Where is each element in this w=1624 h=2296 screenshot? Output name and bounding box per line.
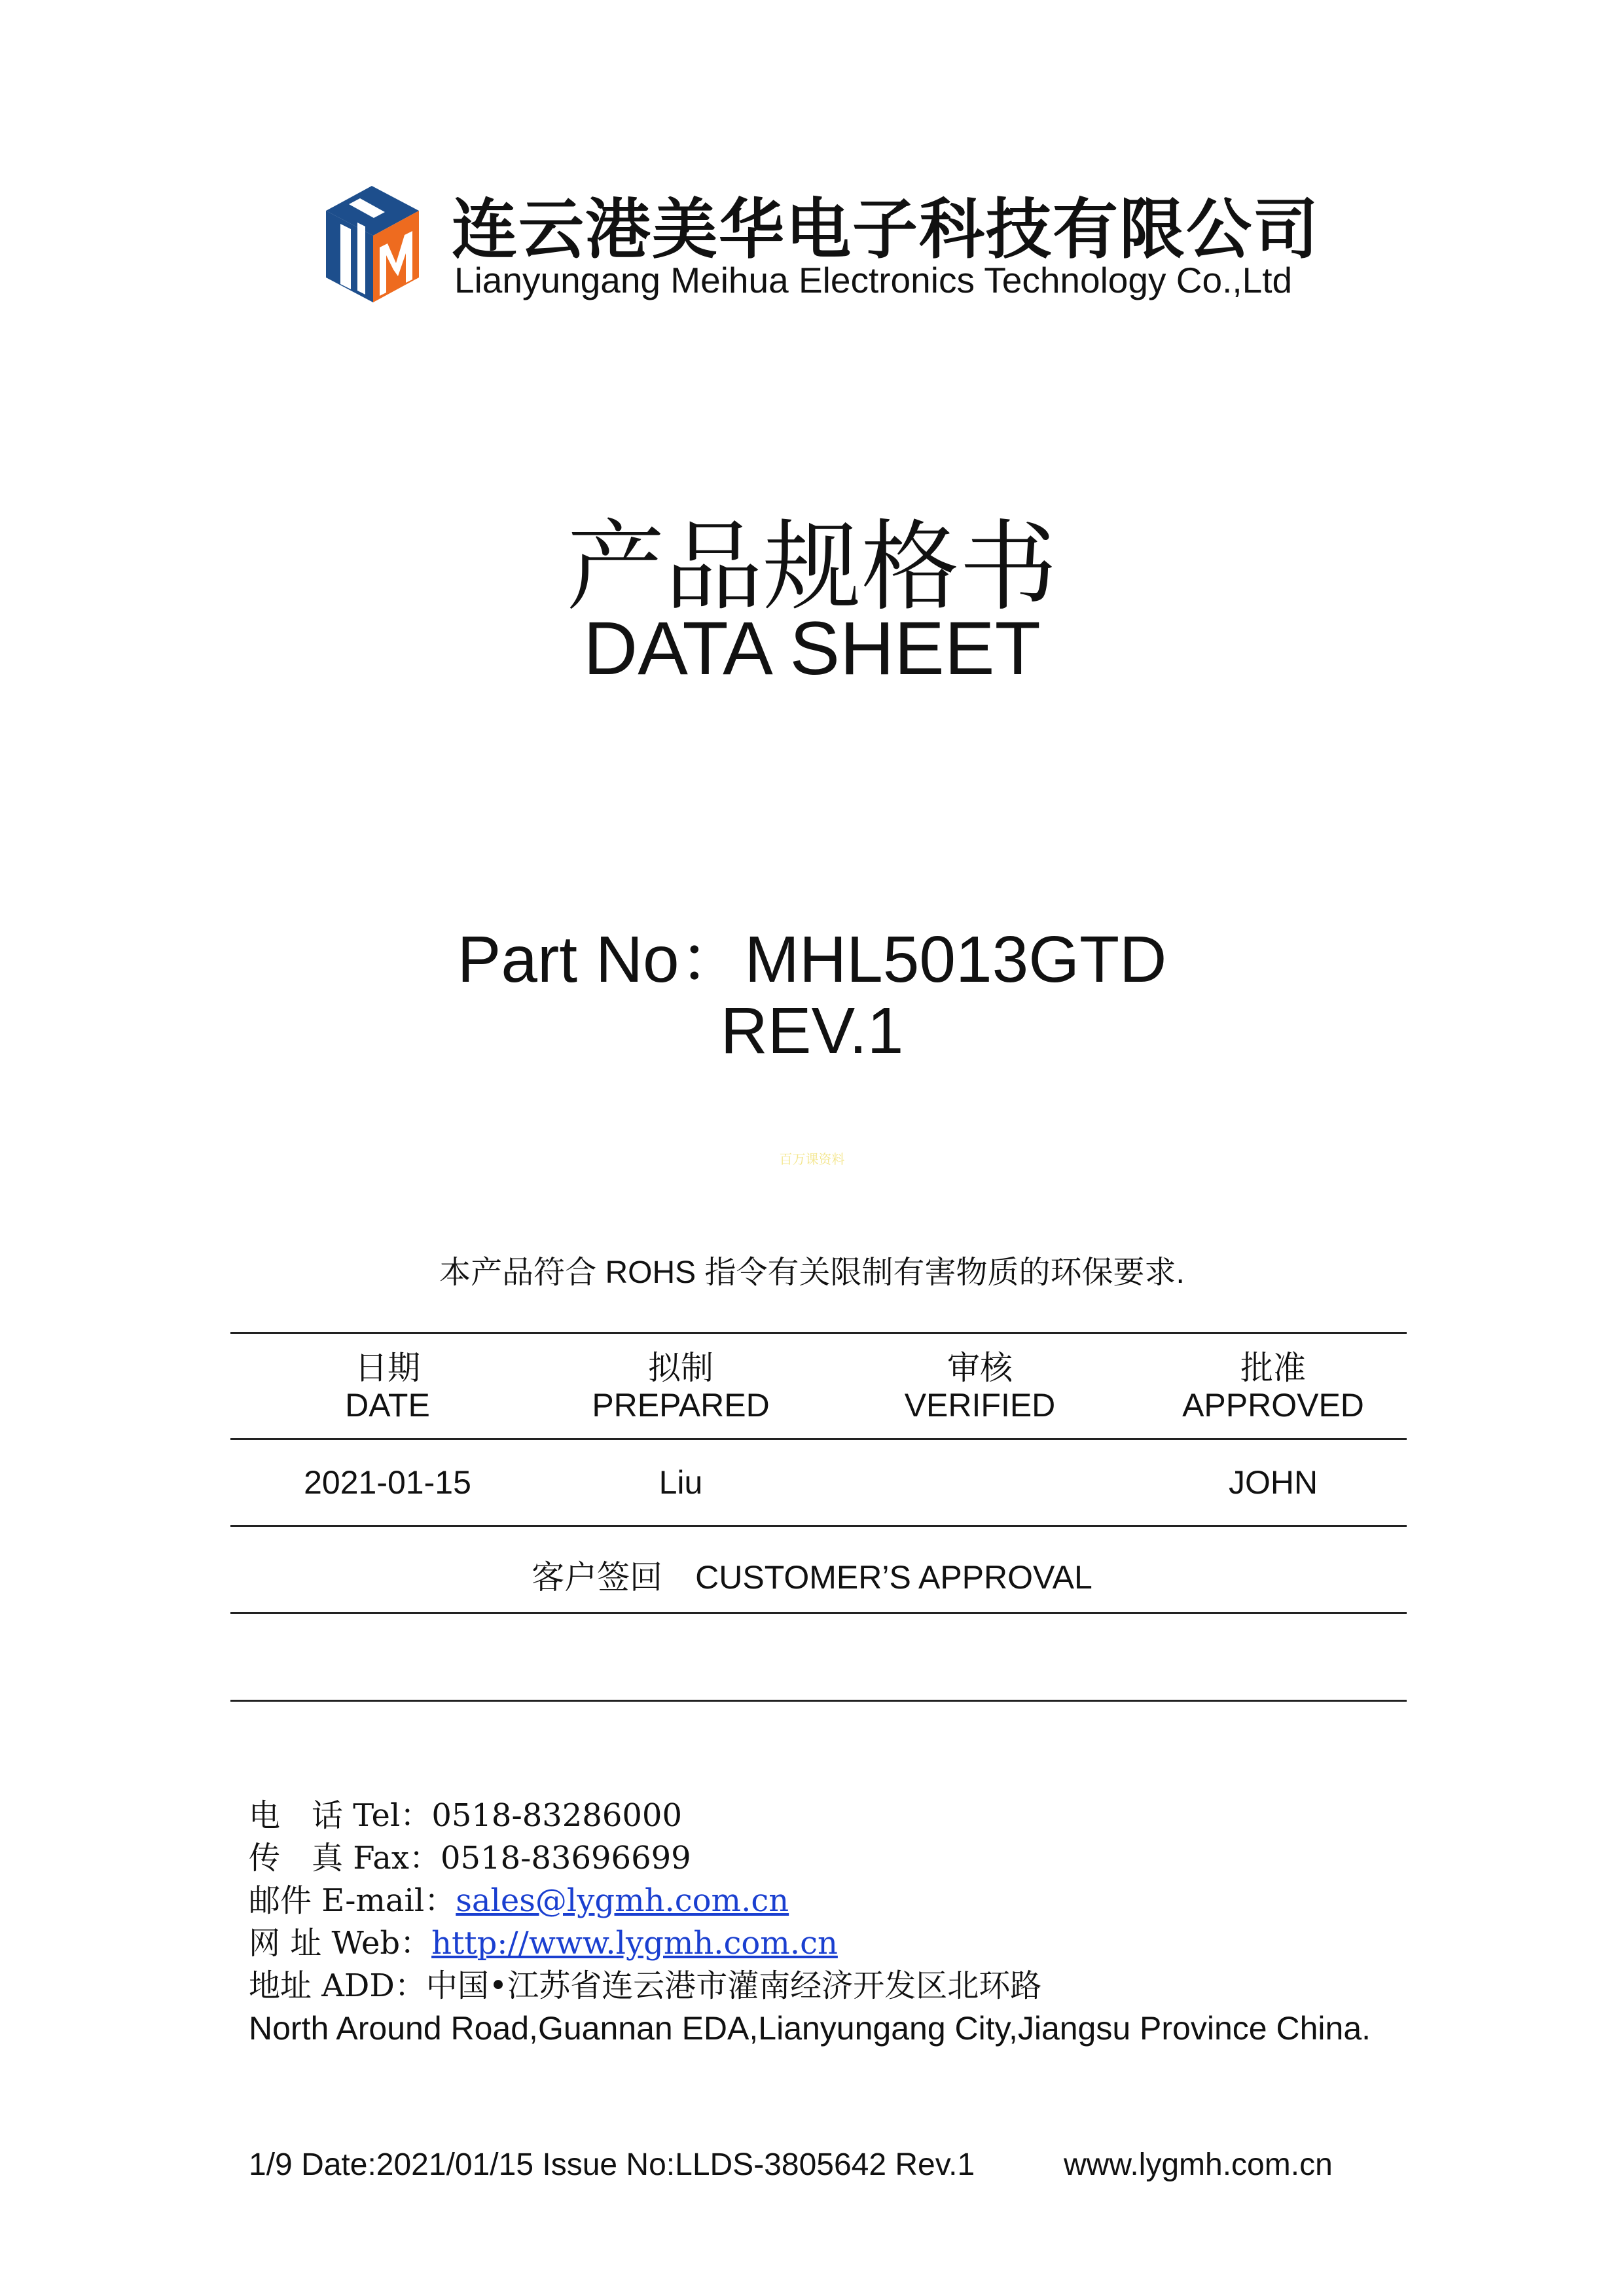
customer-approval-text: 客户签回 CUSTOMER’S APPROVAL [532, 1559, 1092, 1596]
table-rule-header [230, 1438, 1407, 1440]
header-prepared-cn: 拟制 [648, 1349, 713, 1387]
table-rule-bottom [230, 1700, 1407, 1702]
company-name-en: Lianyungang Meihua Electronics Technology Co.,Ltd [454, 260, 1293, 300]
email-label: 邮件 E-mail： [249, 1882, 456, 1919]
web-link[interactable]: http://www.lygmh.com.cn [431, 1925, 838, 1962]
footer-issue-info: 1/9 Date:2021/01/15 Issue No:LLDS-3805642 Rev.1 [249, 2147, 975, 2182]
header-date-cn: 日期 [355, 1349, 420, 1387]
web-label: 网 址 Web： [249, 1925, 432, 1962]
footer-website: www.lygmh.com.cn [1064, 2147, 1333, 2182]
fax-label: 传 真 Fax： [249, 1840, 441, 1876]
tel-label: 电 话 Tel： [249, 1797, 432, 1834]
cell-prepared: Liu [659, 1464, 703, 1501]
cell-approved: JOHN [1228, 1464, 1318, 1501]
revision: REV.1 [720, 994, 904, 1067]
tel-value: 0518-83286000 [431, 1797, 682, 1834]
table-rule-row [230, 1525, 1407, 1527]
contact-email [249, 1875, 789, 1920]
company-name-cn: 连云港美华电子科技有限公司 [452, 190, 1320, 268]
part-number: Part No：MHL5013GTD [457, 923, 1167, 996]
header-verified-en: VERIFIED [904, 1387, 1056, 1424]
contact-tel [249, 1790, 682, 1835]
header-prepared-en: PREPARED [592, 1387, 770, 1424]
contact-address-en: North Around Road,Guannan EDA,Lianyungang City,Jiangsu Province China. [249, 2010, 1371, 2047]
company-logo-icon [319, 185, 425, 304]
table-rule-top [230, 1332, 1407, 1334]
fax-value: 0518-83696699 [441, 1840, 691, 1876]
cell-date: 2021-01-15 [304, 1464, 471, 1501]
watermark-text: 百万课资料 [779, 1153, 845, 1167]
header-approved-en: APPROVED [1182, 1387, 1364, 1424]
contact-fax [249, 1833, 691, 1878]
document-title-en: DATA SHEET [583, 607, 1041, 691]
email-link[interactable]: sales@lygmh.com.cn [456, 1882, 789, 1919]
header-date-en: DATE [345, 1387, 430, 1424]
header-approved-cn: 批准 [1240, 1349, 1306, 1387]
header-verified-cn: 审核 [947, 1349, 1013, 1387]
table-rule-approval [230, 1612, 1407, 1614]
rohs-statement: 本产品符合 ROHS 指令有关限制有害物质的环保要求. [439, 1255, 1185, 1290]
contact-web [249, 1918, 838, 1963]
customer-approval-label [0, 1551, 1624, 1598]
contact-address-cn: 地址 ADD：中国•江苏省连云港市灌南经济开发区北环路 [249, 1967, 1042, 2004]
document-title-cn: 产品规格书 [566, 511, 1058, 624]
